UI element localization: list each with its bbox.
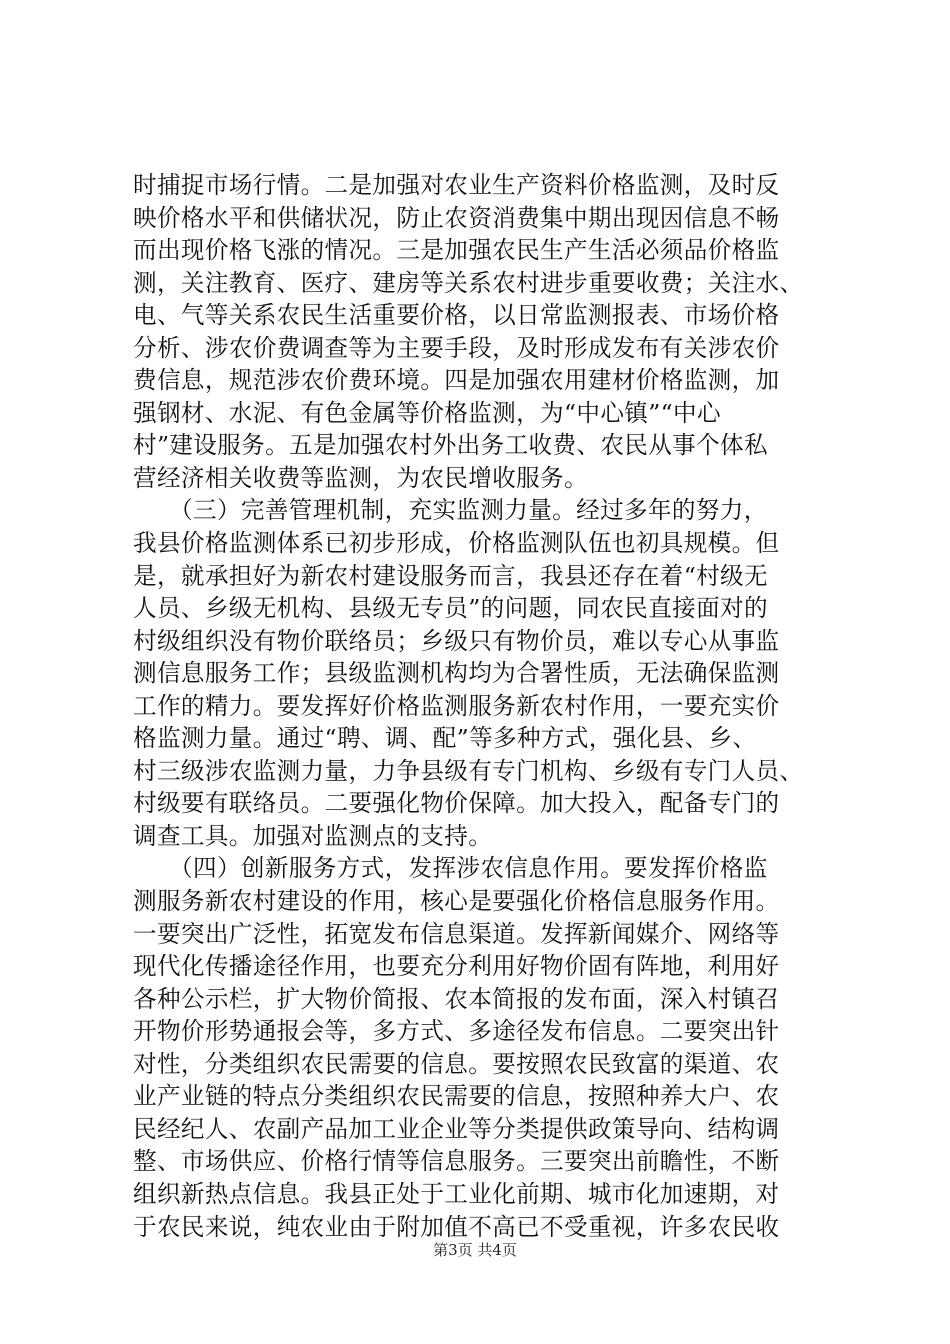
text-line: 调查工具。加强对监测点的支持。 <box>133 821 493 850</box>
text-line: 业产业链的特点分类组织农民需要的信息，按照种养大户、农 <box>133 1082 780 1111</box>
text-line: 映价格水平和供储状况，防止农资消费集中期出现因信息不畅 <box>133 203 780 232</box>
text-line: 是，就承担好为新农村建设服务而言，我县还存在着“村级无 <box>133 561 768 590</box>
text-line: 开物价形势通报会等，多方式、多途径发布信息。二要突出针 <box>133 1017 780 1046</box>
text-line: 村三级涉农监测力量，力争县级有专门机构、乡级有专门人员、 <box>133 756 804 785</box>
text-line: 各种公示栏，扩大物价简报、农本简报的发布面，深入村镇召 <box>133 984 780 1013</box>
text-line: 格监测力量。通过“聘、调、配”等多种方式，强化县、乡、 <box>133 724 757 753</box>
text-line: 电、气等关系农民生活重要价格，以日常监测报表、市场价格 <box>133 301 780 330</box>
text-line: 我县价格监测体系已初步形成，价格监测队伍也初具规模。但 <box>133 529 780 558</box>
text-line: （四）创新服务方式，发挥涉农信息作用。要发挥价格监 <box>133 854 768 883</box>
text-line: 一要突出广泛性，拓宽发布信息渠道。发挥新闻媒介、网络等 <box>133 919 780 948</box>
text-line: 民经纪人、农副产品加工业企业等分类提供政策导向、结构调 <box>133 1114 780 1143</box>
text-line: 测服务新农村建设的作用，核心是要强化价格信息服务作用。 <box>133 887 780 916</box>
text-line: 分析、涉农价费调查等为主要手段，及时形成发布有关涉农价 <box>133 333 780 362</box>
text-line: 测信息服务工作；县级监测机构均为合署性质，无法确保监测 <box>133 659 780 688</box>
text-line: 村级组织没有物价联络员；乡级只有物价员，难以专心从事监 <box>133 626 780 655</box>
page-footer: 第3页 共4页 <box>433 1241 517 1259</box>
text-line: 现代化传播途径作用，也要充分利用好物价固有阵地，利用好 <box>133 952 780 981</box>
body-text <box>133 169 833 1243</box>
text-line: 组织新热点信息。我县正处于工业化前期、城市化加速期，对 <box>133 1179 780 1208</box>
text-line: 工作的精力。要发挥好价格监测服务新农村作用，一要充实价 <box>133 691 780 720</box>
text-line: 人员、乡级无机构、县级无专员”的问题，同农民直接面对的 <box>133 594 768 623</box>
text-line: 营经济相关收费等监测，为农民增收服务。 <box>133 463 588 492</box>
text-line: 村级要有联络员。二要强化物价保障。加大投入，配备专门的 <box>133 789 780 818</box>
text-line: 时捕捉市场行情。二是加强对农业生产资料价格监测，及时反 <box>133 171 780 199</box>
text-line: 费信息，规范涉农价费环境。四是加强农用建材价格监测，加 <box>133 366 780 395</box>
text-line: 于农民来说，纯农业由于附加值不高已不受重视，许多农民收 <box>133 1212 780 1241</box>
text-line: 整、市场供应、价格行情等信息服务。三要突出前瞻性，不断 <box>133 1147 780 1176</box>
text-line: 测，关注教育、医疗、建房等关系农村进步重要收费；关注水、 <box>133 268 804 297</box>
text-line: 而出现价格飞涨的情况。三是加强农民生产生活必须品价格监 <box>133 236 780 265</box>
text-line: 强钢材、水泥、有色金属等价格监测，为“中心镇”“中心 <box>133 398 721 427</box>
text-line: 对性，分类组织农民需要的信息。要按照农民致富的渠道、农 <box>133 1049 780 1078</box>
text-line: 村”建设服务。五是加强农村外出务工收费、农民从事个体私 <box>133 431 768 460</box>
text-line: （三）完善管理机制，充实监测力量。经过多年的努力， <box>133 496 768 525</box>
